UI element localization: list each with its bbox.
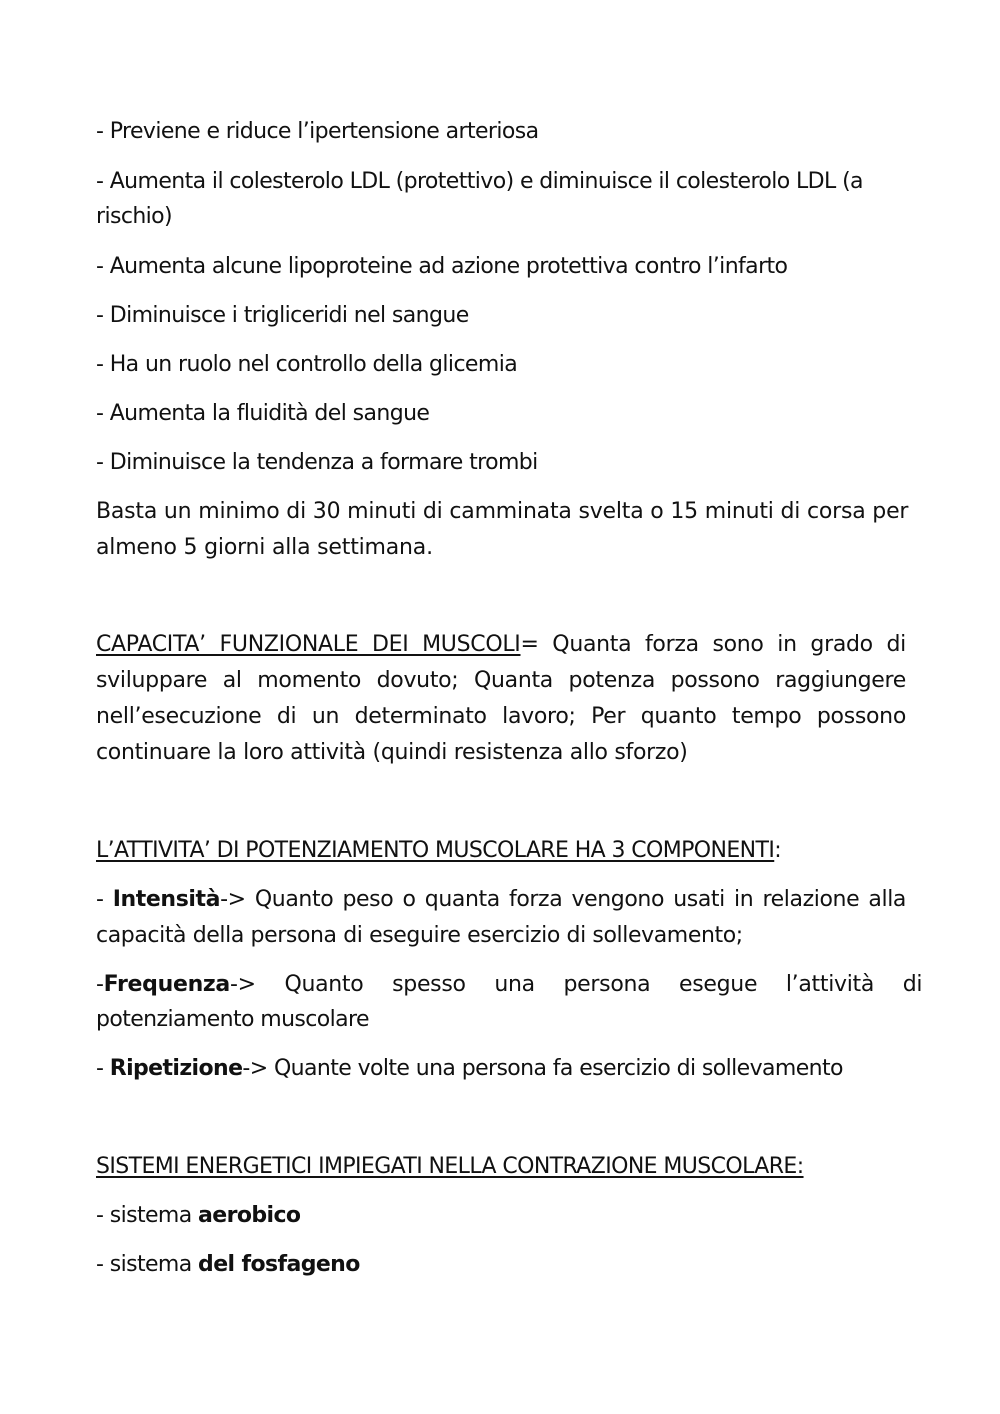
component-term: Frequenza <box>103 972 230 997</box>
energy-heading-line <box>96 1149 906 1185</box>
benefit-item: - Ha un ruolo nel controllo della glicemia <box>96 352 518 377</box>
energy-item-term: aerobico <box>198 1203 301 1228</box>
energy-item-prefix: - sistema <box>96 1203 199 1228</box>
benefit-item-continuation: rischio) <box>96 204 173 229</box>
energy-item <box>96 1247 906 1283</box>
activity-note-line: almeno 5 giorni alla settimana. <box>96 535 433 560</box>
energy-heading: SISTEMI ENERGETICI IMPIEGATI NELLA CONTRAZIONE MUSCOLARE: <box>96 1154 804 1179</box>
benefit-item: - Diminuisce la tendenza a formare trombi <box>96 450 538 475</box>
component-text-first: -> Quanto spesso una persona esegue l’attività di <box>229 972 923 997</box>
capacity-text: = Quanta forza sono in grado di sviluppare al momento dovuto; Quanta potenza possono raggiungere nell’esecuzione di un determinato lavoro; Per quanto tempo possono continuare la loro attività (quindi resistenza allo sforzo) <box>96 632 906 765</box>
benefit-item: - Previene e riduce l’ipertensione arteriosa <box>96 119 539 144</box>
component-dash: - <box>96 972 104 997</box>
component-term: Ripetizione <box>109 1056 243 1081</box>
capacity-heading: CAPACITA’ FUNZIONALE DEI MUSCOLI <box>96 632 521 657</box>
energy-item <box>96 1198 906 1234</box>
benefit-item: - Aumenta il colesterolo LDL (protettivo) e diminuisce il colesterolo LDL (a <box>96 169 863 194</box>
component-item-intensity <box>96 882 906 954</box>
component-term: Intensità <box>112 887 221 912</box>
components-heading-line <box>96 833 906 869</box>
component-dash: - <box>96 887 113 912</box>
components-heading: L’ATTIVITA’ DI POTENZIAMENTO MUSCOLARE HA 3 COMPONENTI <box>96 838 775 863</box>
component-item-repetition <box>96 1051 906 1087</box>
component-text: -> Quante volte una persona fa esercizio di sollevamento <box>242 1056 843 1081</box>
benefit-item: - Diminuisce i trigliceridi nel sangue <box>96 303 469 328</box>
capacity-paragraph <box>96 627 906 771</box>
benefit-item: - Aumenta alcune lipoproteine ad azione protettiva contro l’infarto <box>96 254 788 279</box>
benefit-item: - Aumenta la fluidità del sangue <box>96 401 430 426</box>
component-text: -> Quanto peso o quanta forza vengono usati in relazione alla capacità della persona di eseguire esercizio di sollevamento; <box>96 887 906 948</box>
component-item-frequency-continuation: potenziamento muscolare <box>96 1007 369 1032</box>
energy-item-term: del fosfageno <box>198 1252 360 1277</box>
component-item-frequency <box>96 967 923 1003</box>
activity-note-line: Basta un minimo di 30 minuti di camminata svelta o 15 minuti di corsa per <box>96 499 909 524</box>
components-heading-suffix: : <box>774 838 782 863</box>
component-dash: - <box>96 1056 110 1081</box>
energy-item-prefix: - sistema <box>96 1252 199 1277</box>
